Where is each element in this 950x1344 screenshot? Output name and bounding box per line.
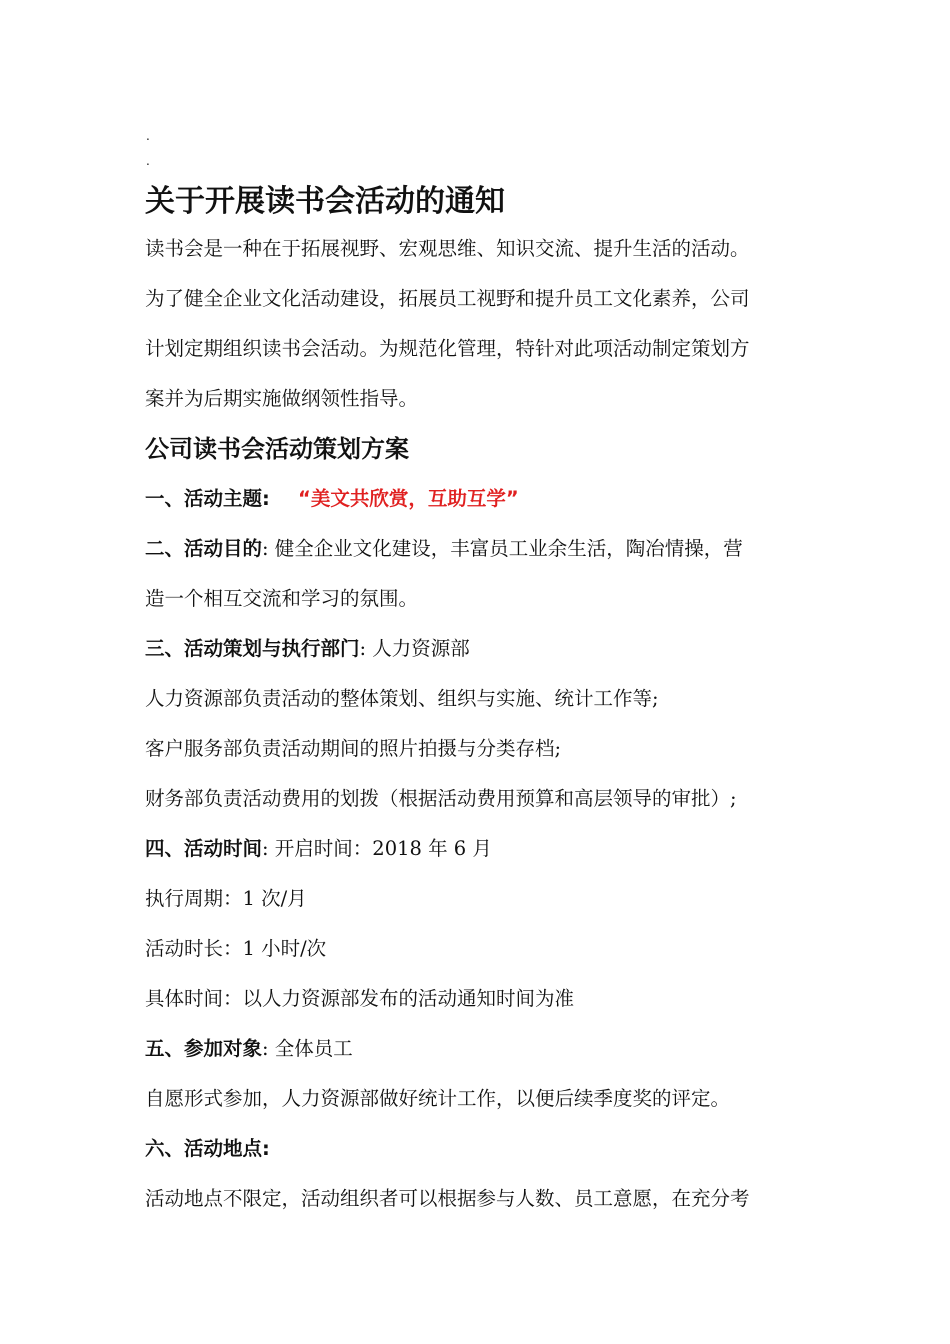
- section-location: [145, 1135, 270, 1163]
- section-purpose-label: 二、活动目的: [145, 537, 263, 560]
- header-dot: .: [146, 129, 150, 143]
- section-location-label: 六、活动地点:: [145, 1137, 270, 1160]
- department-detail: 人力资源部负责活动的整体策划、组织与实施、统计工作等;: [145, 687, 659, 710]
- plan-subtitle: 公司读书会活动策划方案: [145, 435, 409, 463]
- section-participants: [145, 1035, 353, 1063]
- intro-line: 案并为后期实施做纲领性指导。: [145, 387, 419, 410]
- section-theme: [145, 485, 519, 513]
- time-detail: 活动时长：1 小时/次: [145, 937, 327, 960]
- participants-detail: 自愿形式参加，人力资源部做好统计工作，以便后续季度奖的评定。: [145, 1087, 731, 1110]
- section-purpose: [145, 535, 743, 563]
- intro-line: 计划定期组织读书会活动。为规范化管理，特针对此项活动制定策划方: [145, 337, 750, 360]
- department-detail: 客户服务部负责活动期间的照片拍摄与分类存档;: [145, 737, 562, 760]
- section-purpose-value: : 健全企业文化建设，丰富员工业余生活，陶冶情操，营: [262, 537, 743, 560]
- department-detail: 财务部负责活动费用的划拨（根据活动费用预算和高层领导的审批）;: [145, 787, 737, 810]
- header-dot: .: [146, 154, 150, 168]
- intro-line: 为了健全企业文化活动建设，拓展员工视野和提升员工文化素养，公司: [145, 287, 750, 310]
- location-detail: 活动地点不限定，活动组织者可以根据参与人数、员工意愿，在充分考: [145, 1187, 750, 1210]
- intro-line: 读书会是一种在于拓展视野、宏观思维、知识交流、提升生活的活动。: [145, 237, 750, 260]
- page-title: 关于开展读书会活动的通知: [145, 184, 505, 219]
- section-theme-label: 一、活动主题:: [145, 487, 270, 510]
- section-theme-value: “美文共欣赏，互助互学”: [298, 487, 519, 510]
- section-time: [145, 835, 492, 863]
- section-time-value: : 开启时间：2018 年 6 月: [262, 837, 492, 860]
- section-participants-label: 五、参加对象: [145, 1037, 263, 1060]
- section-department-value: : 人力资源部: [359, 637, 470, 660]
- section-participants-value: : 全体员工: [262, 1037, 353, 1060]
- section-department: [145, 635, 470, 663]
- time-detail: 执行周期：1 次/月: [145, 887, 307, 910]
- section-purpose-continued: 造一个相互交流和学习的氛围。: [145, 587, 419, 610]
- time-detail: 具体时间：以人力资源部发布的活动通知时间为准: [145, 987, 575, 1010]
- section-time-label: 四、活动时间: [145, 837, 263, 860]
- section-department-label: 三、活动策划与执行部门: [145, 637, 360, 660]
